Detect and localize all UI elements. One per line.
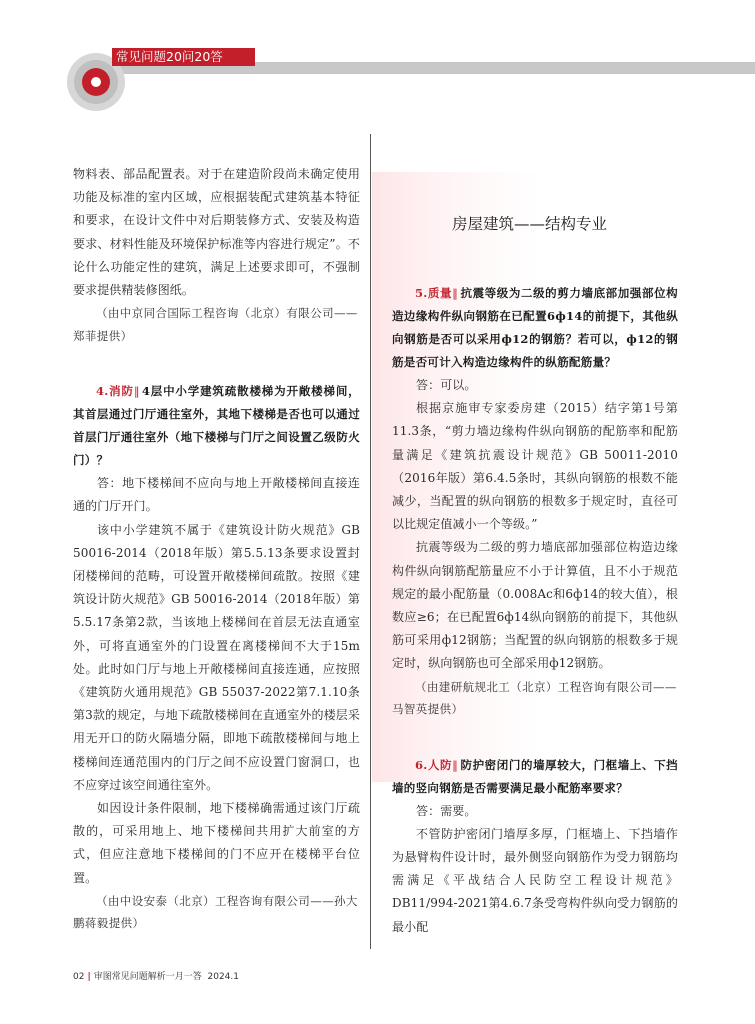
question-6-bar: ‖: [452, 757, 459, 772]
question-5: [392, 282, 678, 374]
column-divider: [370, 134, 371, 949]
question-5-bar: ‖: [452, 286, 459, 300]
right-column: [392, 282, 678, 939]
answer-4-para-2: 如因设计条件限制，地下楼梯确需通过该门厅疏散的，可采用地上、地下楼梯间共用扩大前室的方式，但应注意地下楼梯间的门不应开在楼梯平台位置。: [73, 801, 360, 885]
question-6-text: 防护密闭门的墙厚较大，门框墙上、下挡墙的竖向钢筋是否需要满足最小配筋率要求？: [392, 757, 678, 795]
section-title: 房屋建筑——结构专业: [452, 215, 608, 233]
question-4-bar: ‖: [133, 384, 140, 399]
page-footer: [73, 969, 239, 982]
page-number: 02: [73, 972, 85, 982]
answer-4-para-1: 该中小学建筑不属于《建筑设计防火规范》GB 50016-2014（2018年版）第5.5.13条要求设置封闭楼梯间的范畴，可设置开敞楼梯间疏散。按照《建筑设计防火规范》GB 50016-2014（2018年版）第5.5.17条第2款，当该地上楼梯间在首层无法直通室外，可将直通室外的门设置在离楼梯间不大于15m处。此时如门厅与地上开敞楼梯间直接连通，应按照《建筑防火通用规范》GB 55037-2022第7.1.10条第3款的规定，与地下疏散楼梯间在直通室外的楼层采用无开口的防火隔墙分隔，即地下疏散楼梯间与地上楼梯间连通范围内的门厅之间不应设置门窗洞口，也不应穿过该空间通往室外。: [73, 522, 360, 792]
issue-label: 2024.1: [207, 972, 239, 982]
credit-q5: （由建研航规北工（北京）工程咨询有限公司——马智英提供）: [392, 679, 677, 717]
question-6: [392, 754, 678, 800]
answer-5-para-1: 根据京施审专家委房建（2015）结字第1号第11.3条，“剪力墙边缘构件纵向钢筋的配筋率和配筋量满足《建筑抗震设计规范》GB 50011-2010（2016年版）第6.4.5条时，其纵向钢筋的根数不能减少，当配置的纵向钢筋的根数多于规定时，直径可以比规定值减小一个等级。”: [392, 401, 678, 532]
left-column: [73, 163, 360, 935]
question-6-tag: 6.人防: [415, 757, 453, 772]
answer-6-short: 答：需要。: [416, 803, 477, 818]
continued-paragraph: 物料表、部品配置表。对于在建造阶段尚未确定使用功能及标准的室内区域，应根据装配式建筑基本特征和要求，在设计文件中对后期装修方式、安装及构造要求、材料性能及环境保护标准等内容进行规定”。不论什么功能定性的建筑，满足上述要求即可，不强制要求提供精装修图纸。: [73, 167, 360, 298]
answer-5-short: 答：可以。: [416, 378, 477, 392]
answer-6-para-1: 不管防护密闭门墙厚多厚，门框墙上、下挡墙作为悬臂构件设计时，最外侧竖向钢筋作为受力钢筋均需满足《平战结合人民防空工程设计规范》DB11/994-2021第4.6.7条受弯构件纵向受力钢筋的最小配: [392, 826, 678, 934]
question-4: [73, 380, 360, 472]
footer-separator: |: [87, 972, 91, 982]
credit-q3: （由中京同合国际工程咨询（北京）有限公司——郑菲提供）: [73, 306, 358, 343]
answer-5-para-2: 抗震等级为二级的剪力墙底部加强部位构造边缘构件纵向钢筋配筋量应不小于计算值，且不小于规范规定的最小配筋量（0.008Ac和6ф14的较大值），根数应≥6；在已配置6ф14纵向钢筋的前提下，其他纵筋可采用ф12钢筋；当配置的纵向钢筋的根数多于规定时，纵向钢筋也可全部采用ф12钢筋。: [392, 540, 678, 671]
answer-4-short: 答：地下楼梯间不应向与地上开敞楼梯间直接连通的门厅开门。: [73, 476, 360, 514]
question-4-text: 4层中小学建筑疏散楼梯为开敞楼梯间，其首层通过门厅通往室外，其地下楼梯是否也可以通过首层门厅通往室外（地下楼梯与门厅之间设置乙级防火门）？: [73, 384, 360, 468]
column-title: 常见问题20问20答: [116, 49, 223, 64]
question-5-text: 抗震等级为二级的剪力墙底部加强部位构造边缘构件纵向钢筋在已配置6ф14的前提下，其他纵向钢筋是否可以采用ф12的钢筋？若可以，ф12的钢筋是否可计入构造边缘构件的纵筋配筋量？: [392, 286, 678, 369]
question-4-tag: 4.消防: [96, 384, 134, 399]
question-5-tag: 5.质量: [415, 286, 453, 300]
journal-name: 审图常见问题解析一月一答: [93, 972, 202, 982]
credit-q4: （由中设安泰（北京）工程咨询有限公司——孙大鹏蒋毅提供）: [73, 893, 358, 931]
